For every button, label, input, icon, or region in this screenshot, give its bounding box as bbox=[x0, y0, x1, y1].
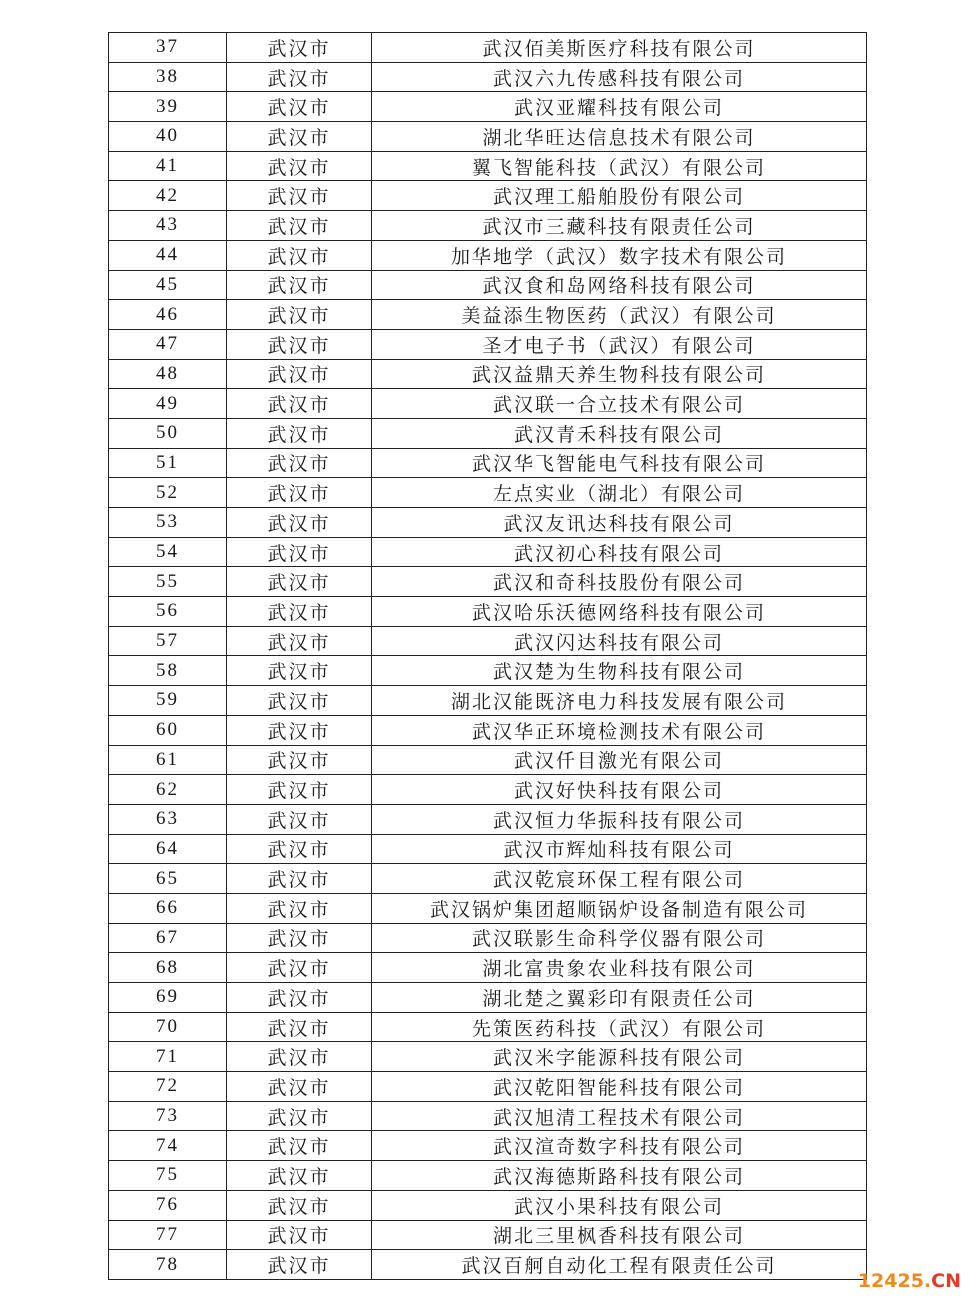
table-row bbox=[109, 1161, 867, 1191]
row-number-cell: 57 bbox=[109, 626, 227, 656]
table-row bbox=[109, 300, 867, 330]
city-cell: 武汉市 bbox=[227, 923, 372, 953]
table-row bbox=[109, 448, 867, 478]
city-cell: 武汉市 bbox=[227, 745, 372, 775]
table-row bbox=[109, 181, 867, 211]
company-name-cell: 武汉佰美斯医疗科技有限公司 bbox=[372, 33, 867, 63]
city-cell: 武汉市 bbox=[227, 329, 372, 359]
row-number-cell: 45 bbox=[109, 270, 227, 300]
site-watermark-logo bbox=[858, 1270, 961, 1292]
company-name-cell: 加华地学（武汉）数字技术有限公司 bbox=[372, 240, 867, 270]
company-name-cell: 武汉六九传感科技有限公司 bbox=[372, 62, 867, 92]
row-number-cell: 67 bbox=[109, 923, 227, 953]
table-row bbox=[109, 92, 867, 122]
row-number-cell: 47 bbox=[109, 329, 227, 359]
table-row bbox=[109, 626, 867, 656]
table-row bbox=[109, 686, 867, 716]
company-name-cell: 武汉食和岛网络科技有限公司 bbox=[372, 270, 867, 300]
row-number-cell: 42 bbox=[109, 181, 227, 211]
table-row bbox=[109, 270, 867, 300]
row-number-cell: 74 bbox=[109, 1131, 227, 1161]
table-row bbox=[109, 864, 867, 894]
table-row bbox=[109, 1012, 867, 1042]
company-name-cell: 武汉旭清工程技术有限公司 bbox=[372, 1101, 867, 1131]
city-cell: 武汉市 bbox=[227, 211, 372, 241]
city-cell: 武汉市 bbox=[227, 33, 372, 63]
city-cell: 武汉市 bbox=[227, 1131, 372, 1161]
row-number-cell: 43 bbox=[109, 211, 227, 241]
city-cell: 武汉市 bbox=[227, 1250, 372, 1280]
row-number-cell: 73 bbox=[109, 1101, 227, 1131]
company-name-cell: 武汉市三藏科技有限责任公司 bbox=[372, 211, 867, 241]
table-row bbox=[109, 597, 867, 627]
city-cell: 武汉市 bbox=[227, 1161, 372, 1191]
company-list-body bbox=[109, 33, 867, 1280]
row-number-cell: 70 bbox=[109, 1012, 227, 1042]
table-row bbox=[109, 745, 867, 775]
company-name-cell: 武汉渲奇数字科技有限公司 bbox=[372, 1131, 867, 1161]
city-cell: 武汉市 bbox=[227, 834, 372, 864]
company-name-cell: 湖北富贵象农业科技有限公司 bbox=[372, 953, 867, 983]
city-cell: 武汉市 bbox=[227, 389, 372, 419]
row-number-cell: 40 bbox=[109, 122, 227, 152]
company-name-cell: 美益添生物医药（武汉）有限公司 bbox=[372, 300, 867, 330]
company-name-cell: 圣才电子书（武汉）有限公司 bbox=[372, 329, 867, 359]
company-name-cell: 湖北楚之翼彩印有限责任公司 bbox=[372, 983, 867, 1013]
row-number-cell: 76 bbox=[109, 1190, 227, 1220]
table-row bbox=[109, 1131, 867, 1161]
company-name-cell: 武汉和奇科技股份有限公司 bbox=[372, 567, 867, 597]
table-row bbox=[109, 211, 867, 241]
company-name-cell: 武汉楚为生物科技有限公司 bbox=[372, 656, 867, 686]
table-row bbox=[109, 804, 867, 834]
city-cell: 武汉市 bbox=[227, 508, 372, 538]
table-row bbox=[109, 508, 867, 538]
watermark-number: 12425 bbox=[857, 1270, 924, 1292]
row-number-cell: 69 bbox=[109, 983, 227, 1013]
row-number-cell: 37 bbox=[109, 33, 227, 63]
table-row bbox=[109, 418, 867, 448]
row-number-cell: 75 bbox=[109, 1161, 227, 1191]
row-number-cell: 49 bbox=[109, 389, 227, 419]
company-name-cell: 武汉小果科技有限公司 bbox=[372, 1190, 867, 1220]
company-name-cell: 武汉乾宸环保工程有限公司 bbox=[372, 864, 867, 894]
city-cell: 武汉市 bbox=[227, 92, 372, 122]
company-name-cell: 武汉海德斯路科技有限公司 bbox=[372, 1161, 867, 1191]
row-number-cell: 77 bbox=[109, 1220, 227, 1250]
table-row bbox=[109, 62, 867, 92]
city-cell: 武汉市 bbox=[227, 359, 372, 389]
city-cell: 武汉市 bbox=[227, 597, 372, 627]
document-page bbox=[108, 32, 866, 1280]
row-number-cell: 41 bbox=[109, 151, 227, 181]
row-number-cell: 71 bbox=[109, 1042, 227, 1072]
city-cell: 武汉市 bbox=[227, 864, 372, 894]
table-row bbox=[109, 1190, 867, 1220]
table-row bbox=[109, 359, 867, 389]
table-row bbox=[109, 834, 867, 864]
company-name-cell: 湖北三里枫香科技有限公司 bbox=[372, 1220, 867, 1250]
row-number-cell: 61 bbox=[109, 745, 227, 775]
city-cell: 武汉市 bbox=[227, 893, 372, 923]
company-name-cell: 武汉哈乐沃德网络科技有限公司 bbox=[372, 597, 867, 627]
row-number-cell: 51 bbox=[109, 448, 227, 478]
company-name-cell: 武汉联影生命科学仪器有限公司 bbox=[372, 923, 867, 953]
company-name-cell: 翼飞智能科技（武汉）有限公司 bbox=[372, 151, 867, 181]
city-cell: 武汉市 bbox=[227, 775, 372, 805]
table-row bbox=[109, 656, 867, 686]
city-cell: 武汉市 bbox=[227, 1042, 372, 1072]
city-cell: 武汉市 bbox=[227, 537, 372, 567]
row-number-cell: 58 bbox=[109, 656, 227, 686]
row-number-cell: 59 bbox=[109, 686, 227, 716]
table-row bbox=[109, 567, 867, 597]
table-row bbox=[109, 389, 867, 419]
city-cell: 武汉市 bbox=[227, 715, 372, 745]
row-number-cell: 56 bbox=[109, 597, 227, 627]
table-row bbox=[109, 715, 867, 745]
city-cell: 武汉市 bbox=[227, 804, 372, 834]
city-cell: 武汉市 bbox=[227, 567, 372, 597]
company-name-cell: 先策医药科技（武汉）有限公司 bbox=[372, 1012, 867, 1042]
company-name-cell: 武汉青禾科技有限公司 bbox=[372, 418, 867, 448]
table-row bbox=[109, 329, 867, 359]
table-row bbox=[109, 240, 867, 270]
row-number-cell: 66 bbox=[109, 893, 227, 923]
company-name-cell: 武汉仟目激光有限公司 bbox=[372, 745, 867, 775]
watermark-dot: . bbox=[923, 1270, 932, 1292]
row-number-cell: 39 bbox=[109, 92, 227, 122]
company-name-cell: 湖北华旺达信息技术有限公司 bbox=[372, 122, 867, 152]
row-number-cell: 54 bbox=[109, 537, 227, 567]
row-number-cell: 55 bbox=[109, 567, 227, 597]
company-list-table bbox=[108, 32, 867, 1280]
city-cell: 武汉市 bbox=[227, 418, 372, 448]
company-name-cell: 武汉华正环境检测技术有限公司 bbox=[372, 715, 867, 745]
city-cell: 武汉市 bbox=[227, 983, 372, 1013]
watermark-domain: CN bbox=[931, 1270, 961, 1292]
city-cell: 武汉市 bbox=[227, 270, 372, 300]
row-number-cell: 44 bbox=[109, 240, 227, 270]
company-name-cell: 武汉恒力华振科技有限公司 bbox=[372, 804, 867, 834]
company-name-cell: 武汉百舸自动化工程有限责任公司 bbox=[372, 1250, 867, 1280]
table-row bbox=[109, 983, 867, 1013]
table-row bbox=[109, 478, 867, 508]
row-number-cell: 68 bbox=[109, 953, 227, 983]
city-cell: 武汉市 bbox=[227, 1101, 372, 1131]
city-cell: 武汉市 bbox=[227, 300, 372, 330]
company-name-cell: 湖北汉能既济电力科技发展有限公司 bbox=[372, 686, 867, 716]
row-number-cell: 65 bbox=[109, 864, 227, 894]
city-cell: 武汉市 bbox=[227, 626, 372, 656]
row-number-cell: 48 bbox=[109, 359, 227, 389]
table-row bbox=[109, 1250, 867, 1280]
table-row bbox=[109, 1072, 867, 1102]
table-row bbox=[109, 33, 867, 63]
company-name-cell: 武汉闪达科技有限公司 bbox=[372, 626, 867, 656]
company-name-cell: 武汉米字能源科技有限公司 bbox=[372, 1042, 867, 1072]
table-row bbox=[109, 923, 867, 953]
table-row bbox=[109, 151, 867, 181]
row-number-cell: 50 bbox=[109, 418, 227, 448]
table-row bbox=[109, 1101, 867, 1131]
table-row bbox=[109, 1042, 867, 1072]
city-cell: 武汉市 bbox=[227, 656, 372, 686]
row-number-cell: 64 bbox=[109, 834, 227, 864]
city-cell: 武汉市 bbox=[227, 181, 372, 211]
company-name-cell: 武汉理工船舶股份有限公司 bbox=[372, 181, 867, 211]
city-cell: 武汉市 bbox=[227, 448, 372, 478]
row-number-cell: 53 bbox=[109, 508, 227, 538]
city-cell: 武汉市 bbox=[227, 151, 372, 181]
row-number-cell: 46 bbox=[109, 300, 227, 330]
city-cell: 武汉市 bbox=[227, 1012, 372, 1042]
city-cell: 武汉市 bbox=[227, 62, 372, 92]
table-row bbox=[109, 893, 867, 923]
row-number-cell: 62 bbox=[109, 775, 227, 805]
company-name-cell: 武汉初心科技有限公司 bbox=[372, 537, 867, 567]
row-number-cell: 63 bbox=[109, 804, 227, 834]
city-cell: 武汉市 bbox=[227, 953, 372, 983]
company-name-cell: 武汉亚耀科技有限公司 bbox=[372, 92, 867, 122]
company-name-cell: 武汉益鼎天养生物科技有限公司 bbox=[372, 359, 867, 389]
company-name-cell: 武汉联一合立技术有限公司 bbox=[372, 389, 867, 419]
company-name-cell: 武汉华飞智能电气科技有限公司 bbox=[372, 448, 867, 478]
table-row bbox=[109, 953, 867, 983]
table-row bbox=[109, 1220, 867, 1250]
company-name-cell: 武汉市辉灿科技有限公司 bbox=[372, 834, 867, 864]
table-row bbox=[109, 122, 867, 152]
city-cell: 武汉市 bbox=[227, 1190, 372, 1220]
row-number-cell: 72 bbox=[109, 1072, 227, 1102]
city-cell: 武汉市 bbox=[227, 240, 372, 270]
city-cell: 武汉市 bbox=[227, 686, 372, 716]
company-name-cell: 武汉锅炉集团超顺锅炉设备制造有限公司 bbox=[372, 893, 867, 923]
city-cell: 武汉市 bbox=[227, 1220, 372, 1250]
city-cell: 武汉市 bbox=[227, 478, 372, 508]
table-row bbox=[109, 775, 867, 805]
city-cell: 武汉市 bbox=[227, 122, 372, 152]
row-number-cell: 60 bbox=[109, 715, 227, 745]
company-name-cell: 武汉乾阳智能科技有限公司 bbox=[372, 1072, 867, 1102]
table-row bbox=[109, 537, 867, 567]
company-name-cell: 武汉友讯达科技有限公司 bbox=[372, 508, 867, 538]
company-name-cell: 武汉好快科技有限公司 bbox=[372, 775, 867, 805]
city-cell: 武汉市 bbox=[227, 1072, 372, 1102]
row-number-cell: 78 bbox=[109, 1250, 227, 1280]
row-number-cell: 52 bbox=[109, 478, 227, 508]
company-name-cell: 左点实业（湖北）有限公司 bbox=[372, 478, 867, 508]
row-number-cell: 38 bbox=[109, 62, 227, 92]
